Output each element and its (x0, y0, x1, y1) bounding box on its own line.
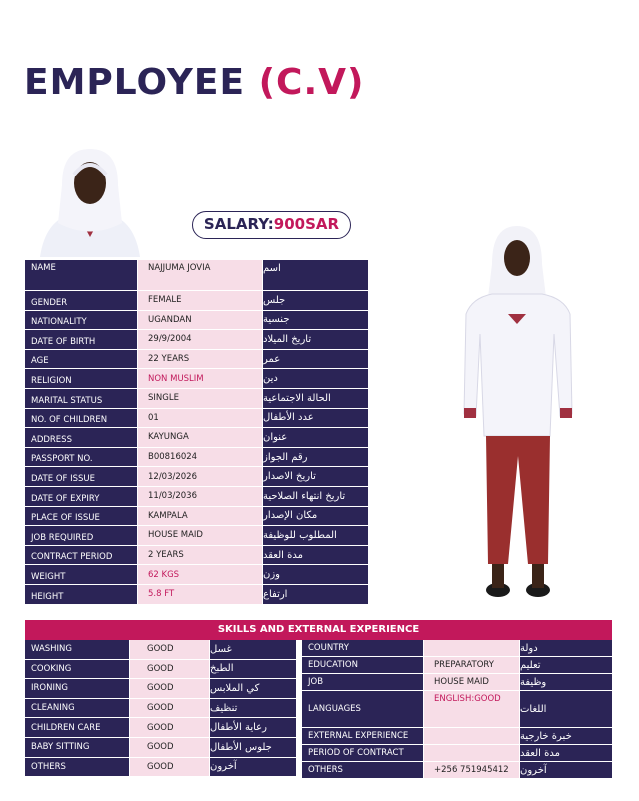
field-value: 12/03/2026 (138, 467, 263, 486)
field-arabic-label: دين (263, 369, 368, 388)
field-arabic-label: عدد الأطفال (263, 409, 368, 428)
field-value: GOOD (130, 758, 210, 777)
field-label: DATE OF BIRTH (25, 330, 138, 349)
field-arabic-label: اسم (263, 260, 368, 290)
field-value: GOOD (130, 660, 210, 679)
field-value: GOOD (130, 640, 210, 659)
field-value: 62 KGS (138, 565, 263, 584)
field-arabic-label: دولة (520, 640, 612, 656)
field-arabic-label: كي الملابس (210, 679, 296, 698)
field-arabic-label: تاريخ انتهاء الصلاحية (263, 487, 368, 506)
field-arabic-label: رعاية الأطفال (210, 718, 296, 737)
field-value: 22 YEARS (138, 350, 263, 369)
field-value: ENGLISH:GOOD (424, 691, 520, 727)
field-value (424, 640, 520, 656)
irow-item (25, 467, 368, 487)
srow-item (25, 660, 296, 680)
irow-item (25, 507, 368, 527)
field-label: PLACE OF ISSUE (25, 507, 138, 526)
field-value: 2 YEARS (138, 546, 263, 565)
field-label: IRONING (25, 679, 130, 698)
field-label: NATIONALITY (25, 311, 138, 330)
erow-item (302, 674, 612, 691)
erow-item (302, 640, 612, 657)
field-label: MARITAL STATUS (25, 389, 138, 408)
field-label: RELIGION (25, 369, 138, 388)
erow-item (302, 728, 612, 745)
field-value: GOOD (130, 718, 210, 737)
field-value: GOOD (130, 738, 210, 757)
field-label: ADDRESS (25, 428, 138, 447)
title-paren: (C.V) (258, 62, 365, 103)
field-label: JOB REQUIRED (25, 526, 138, 545)
srow-item (25, 679, 296, 699)
field-arabic-label: عنوان (263, 428, 368, 447)
irow-item (25, 526, 368, 546)
field-label: WEIGHT (25, 565, 138, 584)
salary-value: 900SAR (273, 215, 340, 233)
irow-item (25, 350, 368, 370)
field-arabic-label: الحالة الاجتماعية (263, 389, 368, 408)
field-arabic-label: ارتفاع (263, 585, 368, 604)
field-label: DATE OF EXPIRY (25, 487, 138, 506)
title-main: EMPLOYEE (24, 62, 246, 103)
field-value: B00816024 (138, 448, 263, 467)
field-value: UGANDAN (138, 311, 263, 330)
field-arabic-label: خبرة خارجية (520, 728, 612, 744)
field-arabic-label: رقم الجواز (263, 448, 368, 467)
field-label: OTHERS (302, 762, 424, 778)
field-label: LANGUAGES (302, 691, 424, 727)
field-label: PASSPORT NO. (25, 448, 138, 467)
field-arabic-label: تاريخ الاصدار (263, 467, 368, 486)
field-value: GOOD (130, 679, 210, 698)
field-label: EDUCATION (302, 657, 424, 673)
field-label: COUNTRY (302, 640, 424, 656)
field-label: CLEANING (25, 699, 130, 718)
field-label: BABY SITTING (25, 738, 130, 757)
field-label: NO. OF CHILDREN (25, 409, 138, 428)
erow-item (302, 691, 612, 728)
erow-item (302, 657, 612, 674)
field-label: CHILDREN CARE (25, 718, 130, 737)
field-value (424, 745, 520, 761)
irow-item (25, 260, 368, 291)
field-value: KAMPALA (138, 507, 263, 526)
page-title (24, 62, 364, 103)
srow-item (25, 738, 296, 758)
irow-item (25, 389, 368, 409)
erow-item (302, 762, 612, 779)
field-arabic-label: الطبخ (210, 660, 296, 679)
field-value: 01 (138, 409, 263, 428)
field-label: PERIOD OF CONTRACT (302, 745, 424, 761)
skills-table (25, 640, 296, 777)
field-arabic-label: مدة العقد (520, 745, 612, 761)
experience-table (302, 640, 612, 779)
irow-item (25, 448, 368, 468)
field-value: +256 751945412 (424, 762, 520, 778)
field-value: HOUSE MAID (138, 526, 263, 545)
field-arabic-label: وزن (263, 565, 368, 584)
irow-item (25, 409, 368, 429)
field-arabic-label: جلوس الأطفال (210, 738, 296, 757)
field-value: GOOD (130, 699, 210, 718)
field-arabic-label: مكان الإصدار (263, 507, 368, 526)
field-value: 29/9/2004 (138, 330, 263, 349)
field-arabic-label: وظيفة (520, 674, 612, 690)
field-value: KAYUNGA (138, 428, 263, 447)
irow-item (25, 291, 368, 311)
passport-photo (40, 145, 140, 257)
srow-item (25, 640, 296, 660)
skills-heading: SKILLS AND EXTERNAL EXPERIENCE (25, 620, 612, 640)
irow-item (25, 546, 368, 566)
field-arabic-label: جنسية (263, 311, 368, 330)
field-label: CONTRACT PERIOD (25, 546, 138, 565)
field-arabic-label: عمر (263, 350, 368, 369)
full-body-photo (462, 224, 577, 602)
irow-item (25, 369, 368, 389)
irow-item (25, 585, 368, 605)
field-value: 5.8 FT (138, 585, 263, 604)
field-value: NAJJUMA JOVIA (138, 260, 263, 290)
srow-item (25, 718, 296, 738)
field-arabic-label: تنظيف (210, 699, 296, 718)
field-arabic-label: اللغات (520, 691, 612, 727)
field-arabic-label: تعليم (520, 657, 612, 673)
salary-label: SALARY: (203, 215, 274, 233)
field-label: NAME (25, 260, 138, 290)
irow-item (25, 565, 368, 585)
field-arabic-label: جلس (263, 291, 368, 310)
field-arabic-label: مدة العقد (263, 546, 368, 565)
field-label: EXTERNAL EXPERIENCE (302, 728, 424, 744)
irow-item (25, 330, 368, 350)
field-arabic-label: المطلوب للوظيفة (263, 526, 368, 545)
erow-item (302, 745, 612, 762)
srow-item (25, 699, 296, 719)
personal-info-table (25, 260, 368, 605)
field-label: JOB (302, 674, 424, 690)
irow-item (25, 311, 368, 331)
field-label: HEIGHT (25, 585, 138, 604)
field-arabic-label: آخرون (210, 758, 296, 777)
field-label: WASHING (25, 640, 130, 659)
field-value: 11/03/2036 (138, 487, 263, 506)
field-label: GENDER (25, 291, 138, 310)
field-arabic-label: تاريخ الميلاد (263, 330, 368, 349)
field-value (424, 728, 520, 744)
field-label: DATE OF ISSUE (25, 467, 138, 486)
field-label: COOKING (25, 660, 130, 679)
field-value: PREPARATORY (424, 657, 520, 673)
field-value: NON MUSLIM (138, 369, 263, 388)
field-value: SINGLE (138, 389, 263, 408)
field-label: AGE (25, 350, 138, 369)
field-value: FEMALE (138, 291, 263, 310)
field-arabic-label: آخرون (520, 762, 612, 778)
srow-item (25, 758, 296, 778)
field-label: OTHERS (25, 758, 130, 777)
irow-item (25, 487, 368, 507)
field-value: HOUSE MAID (424, 674, 520, 690)
irow-item (25, 428, 368, 448)
salary-badge (192, 211, 351, 239)
field-arabic-label: غسل (210, 640, 296, 659)
